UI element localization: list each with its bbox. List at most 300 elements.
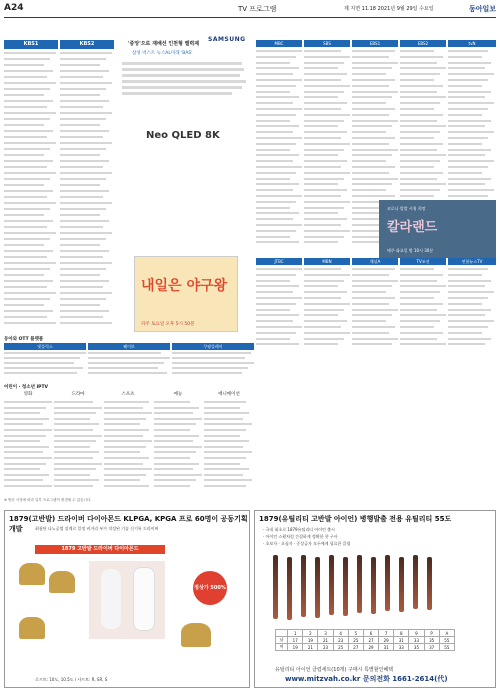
listing-line xyxy=(448,108,488,110)
listing-line xyxy=(400,195,434,197)
loft-cell: 33 xyxy=(409,637,424,644)
driver-ad-desc: 최첨단 나노공법 설계로 일정 비거리 부가 작성된 기술 신기록 드라이버 xyxy=(35,526,159,531)
listing-line xyxy=(60,214,100,216)
listing-line xyxy=(4,463,46,465)
listing-line xyxy=(204,457,246,459)
loft-cell: 55 xyxy=(439,644,454,651)
listing-line xyxy=(304,154,338,156)
listing-line xyxy=(4,310,53,312)
listing-line xyxy=(352,326,395,328)
cable-header-5: 연합뉴스TV xyxy=(448,258,496,265)
listing-line xyxy=(4,244,44,246)
listing-line xyxy=(304,285,338,287)
listing-line xyxy=(352,160,386,162)
listing-line xyxy=(4,423,43,425)
listing-line xyxy=(400,172,443,174)
ott-col-2: 웨이브 xyxy=(88,343,170,350)
listing-line xyxy=(256,120,290,122)
listing-line xyxy=(60,316,103,318)
listing-line xyxy=(352,183,392,185)
listing-line xyxy=(256,172,296,174)
listing-line xyxy=(204,401,246,403)
listing-line xyxy=(256,303,296,305)
kbs2-listings xyxy=(60,52,114,332)
listing-line xyxy=(400,309,437,311)
page-header xyxy=(4,2,496,18)
samsung-ad xyxy=(118,22,252,242)
loft-cell: 3 xyxy=(318,630,333,637)
listing-line xyxy=(448,303,482,305)
kids-label: 어린이 · 청소년 IPTV xyxy=(4,385,49,390)
loft-cell: 21 xyxy=(318,637,333,644)
listing-line xyxy=(400,178,437,180)
listing-line xyxy=(60,178,106,180)
listing-line xyxy=(154,457,190,459)
listing-line xyxy=(4,262,56,264)
listing-line xyxy=(400,67,446,69)
loft-cell: 17 xyxy=(288,637,303,644)
grid-header-ebs2: EBS2 xyxy=(400,40,446,47)
listing-line xyxy=(448,50,488,52)
kalaland-ad xyxy=(379,200,496,258)
listing-line xyxy=(400,102,440,104)
listing-line xyxy=(60,82,112,84)
listing-line xyxy=(4,124,44,126)
samsung-logo: SAMSUNG xyxy=(208,36,246,43)
listing-line xyxy=(400,291,440,293)
kids-col-4: 예능 xyxy=(173,392,183,397)
listing-line xyxy=(304,131,347,133)
listing-line xyxy=(256,326,302,328)
listing-line xyxy=(4,274,44,276)
listing-line xyxy=(104,485,149,487)
listing-line xyxy=(304,326,341,328)
listing-line xyxy=(4,292,56,294)
listing-line xyxy=(256,218,293,220)
listing-line xyxy=(304,280,344,282)
listing-line xyxy=(88,362,164,364)
listing-line xyxy=(4,184,44,186)
listing-line xyxy=(256,149,290,151)
listing-line xyxy=(352,73,386,75)
loft-cell: 37 xyxy=(424,644,439,651)
listing-line xyxy=(352,320,386,322)
listing-line xyxy=(400,314,446,316)
listing-line xyxy=(400,143,443,145)
listing-line xyxy=(60,310,109,312)
listing-line xyxy=(352,189,386,191)
ad-headline: '중앙'으로 재배선 인천형 밸력제 xyxy=(128,41,200,47)
listing-line xyxy=(172,372,242,374)
loft-cell: 여 xyxy=(276,644,288,651)
listing-line xyxy=(304,218,347,220)
listing-line xyxy=(4,418,49,420)
listing-line xyxy=(448,189,494,191)
listing-line xyxy=(4,280,53,282)
listing-line xyxy=(104,446,146,448)
website-contact: www.mitzvah.co.kr 문의전화 1661-2614(代) xyxy=(285,675,448,683)
section-title: TV 프로그램 xyxy=(238,5,277,13)
listing-line xyxy=(104,474,146,476)
listing-line xyxy=(304,125,338,127)
listing-line xyxy=(4,451,43,453)
listing-line xyxy=(60,262,112,264)
iron-club xyxy=(371,557,376,614)
ott-col-1: 넷플릭스 xyxy=(4,343,86,350)
listing-line xyxy=(4,112,56,114)
listing-line xyxy=(54,463,102,465)
listing-line xyxy=(352,108,395,110)
listing-line xyxy=(256,207,290,209)
listing-line xyxy=(352,131,386,133)
listing-line xyxy=(54,479,99,481)
listing-line xyxy=(352,268,395,270)
loft-cell: 19 xyxy=(288,644,303,651)
listing-line xyxy=(4,446,49,448)
listing-line xyxy=(154,407,199,409)
listing-line xyxy=(448,195,488,197)
golfers-photo xyxy=(89,561,165,639)
listing-line xyxy=(172,362,254,364)
listing-line xyxy=(60,190,109,192)
listing-line xyxy=(60,238,106,240)
listing-line xyxy=(4,136,47,138)
listing-line xyxy=(448,268,488,270)
page-number: A24 xyxy=(4,3,24,13)
listing-line xyxy=(204,474,243,476)
listing-line xyxy=(304,297,341,299)
listing-line xyxy=(54,423,99,425)
listing-line xyxy=(256,137,302,139)
listing-line xyxy=(448,85,482,87)
listing-line xyxy=(400,297,434,299)
grid-header-ebs1: EBS1 xyxy=(352,40,398,47)
listing-line xyxy=(448,314,485,316)
listing-line xyxy=(204,423,252,425)
channel-header-kbs1: KBS1 xyxy=(4,40,58,49)
listing-line xyxy=(54,418,90,420)
listing-line xyxy=(304,343,338,345)
listing-line xyxy=(448,178,491,180)
listing-line xyxy=(4,76,47,78)
listing-line xyxy=(352,143,389,145)
listing-line xyxy=(54,435,102,437)
promo-text: 유틸리티 아이언 클럽세트(10개) 구매시 특별할인혜택 xyxy=(275,667,394,673)
listing-line xyxy=(448,160,494,162)
listing-line xyxy=(448,125,485,127)
listing-line xyxy=(60,154,100,156)
listing-line xyxy=(4,457,52,459)
cable-header-4: TV조선 xyxy=(400,258,446,265)
listing-line xyxy=(304,332,350,334)
grid-header-mbc: MBC xyxy=(256,40,302,47)
loft-cell: 6 xyxy=(363,630,378,637)
listing-line xyxy=(104,429,149,431)
listing-line xyxy=(60,106,103,108)
listing-line xyxy=(4,202,56,204)
loft-cell: 8 xyxy=(394,630,409,637)
listing-line xyxy=(4,52,56,54)
product-name: Neo QLED 8K xyxy=(146,130,220,141)
listing-line xyxy=(448,326,488,328)
listing-line xyxy=(4,148,50,150)
listing-line xyxy=(104,407,143,409)
listing-line xyxy=(448,280,491,282)
ott-section xyxy=(4,336,254,378)
listing-line xyxy=(60,58,106,60)
loft-cell: 23 xyxy=(333,637,348,644)
listing-line xyxy=(256,166,302,168)
kids-col-1: 영화 xyxy=(23,392,33,397)
listing-line xyxy=(400,125,446,127)
listing-line xyxy=(256,236,290,238)
listing-line xyxy=(60,142,112,144)
listing-line xyxy=(4,440,40,442)
listing-line xyxy=(304,114,350,116)
kids-col-5: 애니메이션 xyxy=(218,392,240,397)
listing-line xyxy=(304,241,338,243)
listing-line xyxy=(154,429,190,431)
listing-line xyxy=(352,114,389,116)
listing-line xyxy=(4,468,40,470)
listing-line xyxy=(256,291,293,293)
iron-club xyxy=(329,555,334,615)
listing-line xyxy=(304,91,344,93)
listing-line xyxy=(60,94,100,96)
listing-line xyxy=(400,189,440,191)
iron-club xyxy=(413,555,418,609)
listing-line xyxy=(54,446,90,448)
listing-line xyxy=(54,457,93,459)
listing-line xyxy=(304,230,350,232)
iron-club xyxy=(287,557,292,620)
iron-club xyxy=(301,555,306,617)
iron-club xyxy=(273,555,278,619)
listing-line xyxy=(304,201,350,203)
listing-line xyxy=(204,451,252,453)
listing-line xyxy=(352,85,389,87)
ott-label: 동아와 OTT 플랫폼 xyxy=(4,337,44,342)
listing-line xyxy=(256,96,299,98)
listing-line xyxy=(352,67,392,69)
listing-line xyxy=(4,214,44,216)
listing-line xyxy=(104,440,152,442)
listing-line xyxy=(204,418,243,420)
loft-cell: 25 xyxy=(348,637,363,644)
listing-line xyxy=(400,62,437,64)
listing-line xyxy=(352,285,392,287)
iron-club xyxy=(399,557,404,612)
listing-line xyxy=(4,250,53,252)
driver-head-1 xyxy=(19,563,45,585)
utility-bullet-2: · 아이언 스윙처럼 간결하게 정확한 샷 구사 xyxy=(263,534,338,539)
listing-line xyxy=(256,189,293,191)
listing-line xyxy=(352,91,398,93)
listing-line xyxy=(4,130,53,132)
listing-line xyxy=(448,320,494,322)
listing-line xyxy=(304,291,347,293)
listing-line xyxy=(4,298,50,300)
listing-line xyxy=(352,274,389,276)
listing-line xyxy=(4,82,56,84)
listing-line xyxy=(304,189,347,191)
listing-line xyxy=(4,286,47,288)
listing-line xyxy=(304,108,341,110)
listing-line xyxy=(400,154,446,156)
listing-line xyxy=(448,114,482,116)
driver-spec: 로프트: 10도, 10.5도 / 샤프트: R, SR, S xyxy=(35,677,108,682)
listing-line xyxy=(256,79,302,81)
listing-line xyxy=(204,446,243,448)
loft-cell: 27 xyxy=(363,637,378,644)
listing-line xyxy=(448,172,482,174)
listing-line xyxy=(448,62,491,64)
listing-line xyxy=(54,407,102,409)
listing-line xyxy=(4,401,52,403)
listing-line xyxy=(4,352,86,354)
issue-date: 제 지면 11.18 2021년 9월 29일 수요일 xyxy=(344,6,434,12)
price-badge: 정상가 500% xyxy=(193,571,227,605)
listing-line xyxy=(304,309,344,311)
listing-line xyxy=(304,120,344,122)
listing-line xyxy=(256,50,302,52)
listing-line xyxy=(256,154,299,156)
ott-lines xyxy=(4,352,254,378)
listing-line xyxy=(448,143,482,145)
listing-line xyxy=(204,485,246,487)
grid-header-sbs: SBS xyxy=(304,40,350,47)
listing-line xyxy=(448,149,491,151)
listing-line xyxy=(448,56,482,58)
listing-line xyxy=(256,274,296,276)
listing-line xyxy=(304,50,341,52)
listing-line xyxy=(154,412,193,414)
listing-line xyxy=(60,118,106,120)
loft-cell: 27 xyxy=(348,644,363,651)
kids-col-2: 드라마 xyxy=(71,392,85,397)
ott-col-3: 쿠팡플레이 xyxy=(172,343,254,350)
loft-cell: 29 xyxy=(379,637,394,644)
listing-line xyxy=(352,50,395,52)
utility-ad-headline: 1879(유틸리티 고반발 아이언) 병행발출 전용 유틸리티 55도 xyxy=(259,515,452,523)
loft-cell: 31 xyxy=(394,637,409,644)
listing-line xyxy=(4,322,56,324)
listing-line xyxy=(304,172,350,174)
listing-line xyxy=(256,108,302,110)
cable-header-1: JTBC xyxy=(256,258,302,265)
listing-line xyxy=(352,154,392,156)
loft-cell: 29 xyxy=(363,644,378,651)
listing-line xyxy=(448,297,488,299)
listing-line xyxy=(352,102,386,104)
listing-line xyxy=(304,137,341,139)
listing-line xyxy=(88,367,158,369)
listing-line xyxy=(352,343,392,345)
listing-line xyxy=(60,136,103,138)
listing-line xyxy=(4,485,52,487)
listing-line xyxy=(304,212,338,214)
listing-line xyxy=(256,343,299,345)
listing-line xyxy=(400,280,437,282)
listing-line xyxy=(256,314,299,316)
listing-line xyxy=(304,274,350,276)
loft-cell: 35 xyxy=(424,637,439,644)
show-title: 내일은 야구왕 xyxy=(141,278,228,294)
listing-line xyxy=(4,178,50,180)
listing-line xyxy=(154,463,199,465)
listing-line xyxy=(54,440,96,442)
listing-line xyxy=(172,357,245,359)
listing-line xyxy=(400,326,434,328)
cable-header-3: 채널A xyxy=(352,258,398,265)
listing-line xyxy=(4,190,53,192)
listing-line xyxy=(4,304,44,306)
utility-iron-ad xyxy=(254,510,496,688)
listing-line xyxy=(400,85,443,87)
listing-line xyxy=(60,148,106,150)
listing-line xyxy=(304,62,344,64)
loft-cell: 남 xyxy=(276,637,288,644)
listing-line xyxy=(4,196,47,198)
listing-line xyxy=(60,100,109,102)
listing-line xyxy=(256,143,296,145)
iron-club xyxy=(315,557,320,618)
listing-line xyxy=(60,184,100,186)
listing-line xyxy=(154,401,190,403)
utility-bullet-3: · 초보자 · 초심자 · 중상급자 모두에게 필요한 클럽 xyxy=(263,541,351,546)
listing-line xyxy=(4,362,74,364)
listing-line xyxy=(448,102,494,104)
iron-club xyxy=(427,557,432,610)
listing-line xyxy=(54,451,99,453)
listing-line xyxy=(4,435,46,437)
listing-line xyxy=(352,120,398,122)
listing-line xyxy=(4,64,44,66)
listing-line xyxy=(256,125,299,127)
listing-line xyxy=(204,440,249,442)
driver-head-3 xyxy=(19,617,45,639)
listing-line xyxy=(256,230,296,232)
listing-line xyxy=(154,440,193,442)
listing-line xyxy=(204,435,240,437)
listing-line xyxy=(256,280,290,282)
listing-line xyxy=(154,423,196,425)
listing-line xyxy=(60,322,112,324)
listing-line xyxy=(256,102,293,104)
listing-line xyxy=(172,367,248,369)
loft-cell: 23 xyxy=(318,644,333,651)
listing-line xyxy=(60,76,103,78)
listing-line xyxy=(352,297,395,299)
listing-line xyxy=(400,303,443,305)
listing-line xyxy=(4,256,47,258)
loft-cell: 4 xyxy=(333,630,348,637)
listing-line xyxy=(4,94,44,96)
listing-line xyxy=(4,412,40,414)
listing-line xyxy=(4,118,50,120)
listing-line xyxy=(352,291,386,293)
listing-line xyxy=(448,137,488,139)
listing-line xyxy=(104,479,140,481)
listing-line xyxy=(256,91,290,93)
listing-line xyxy=(60,220,109,222)
listing-line xyxy=(60,112,112,114)
loft-cell: 31 xyxy=(379,644,394,651)
listing-line xyxy=(400,108,434,110)
listing-line xyxy=(304,56,350,58)
listing-line xyxy=(60,256,103,258)
listing-line xyxy=(256,320,293,322)
